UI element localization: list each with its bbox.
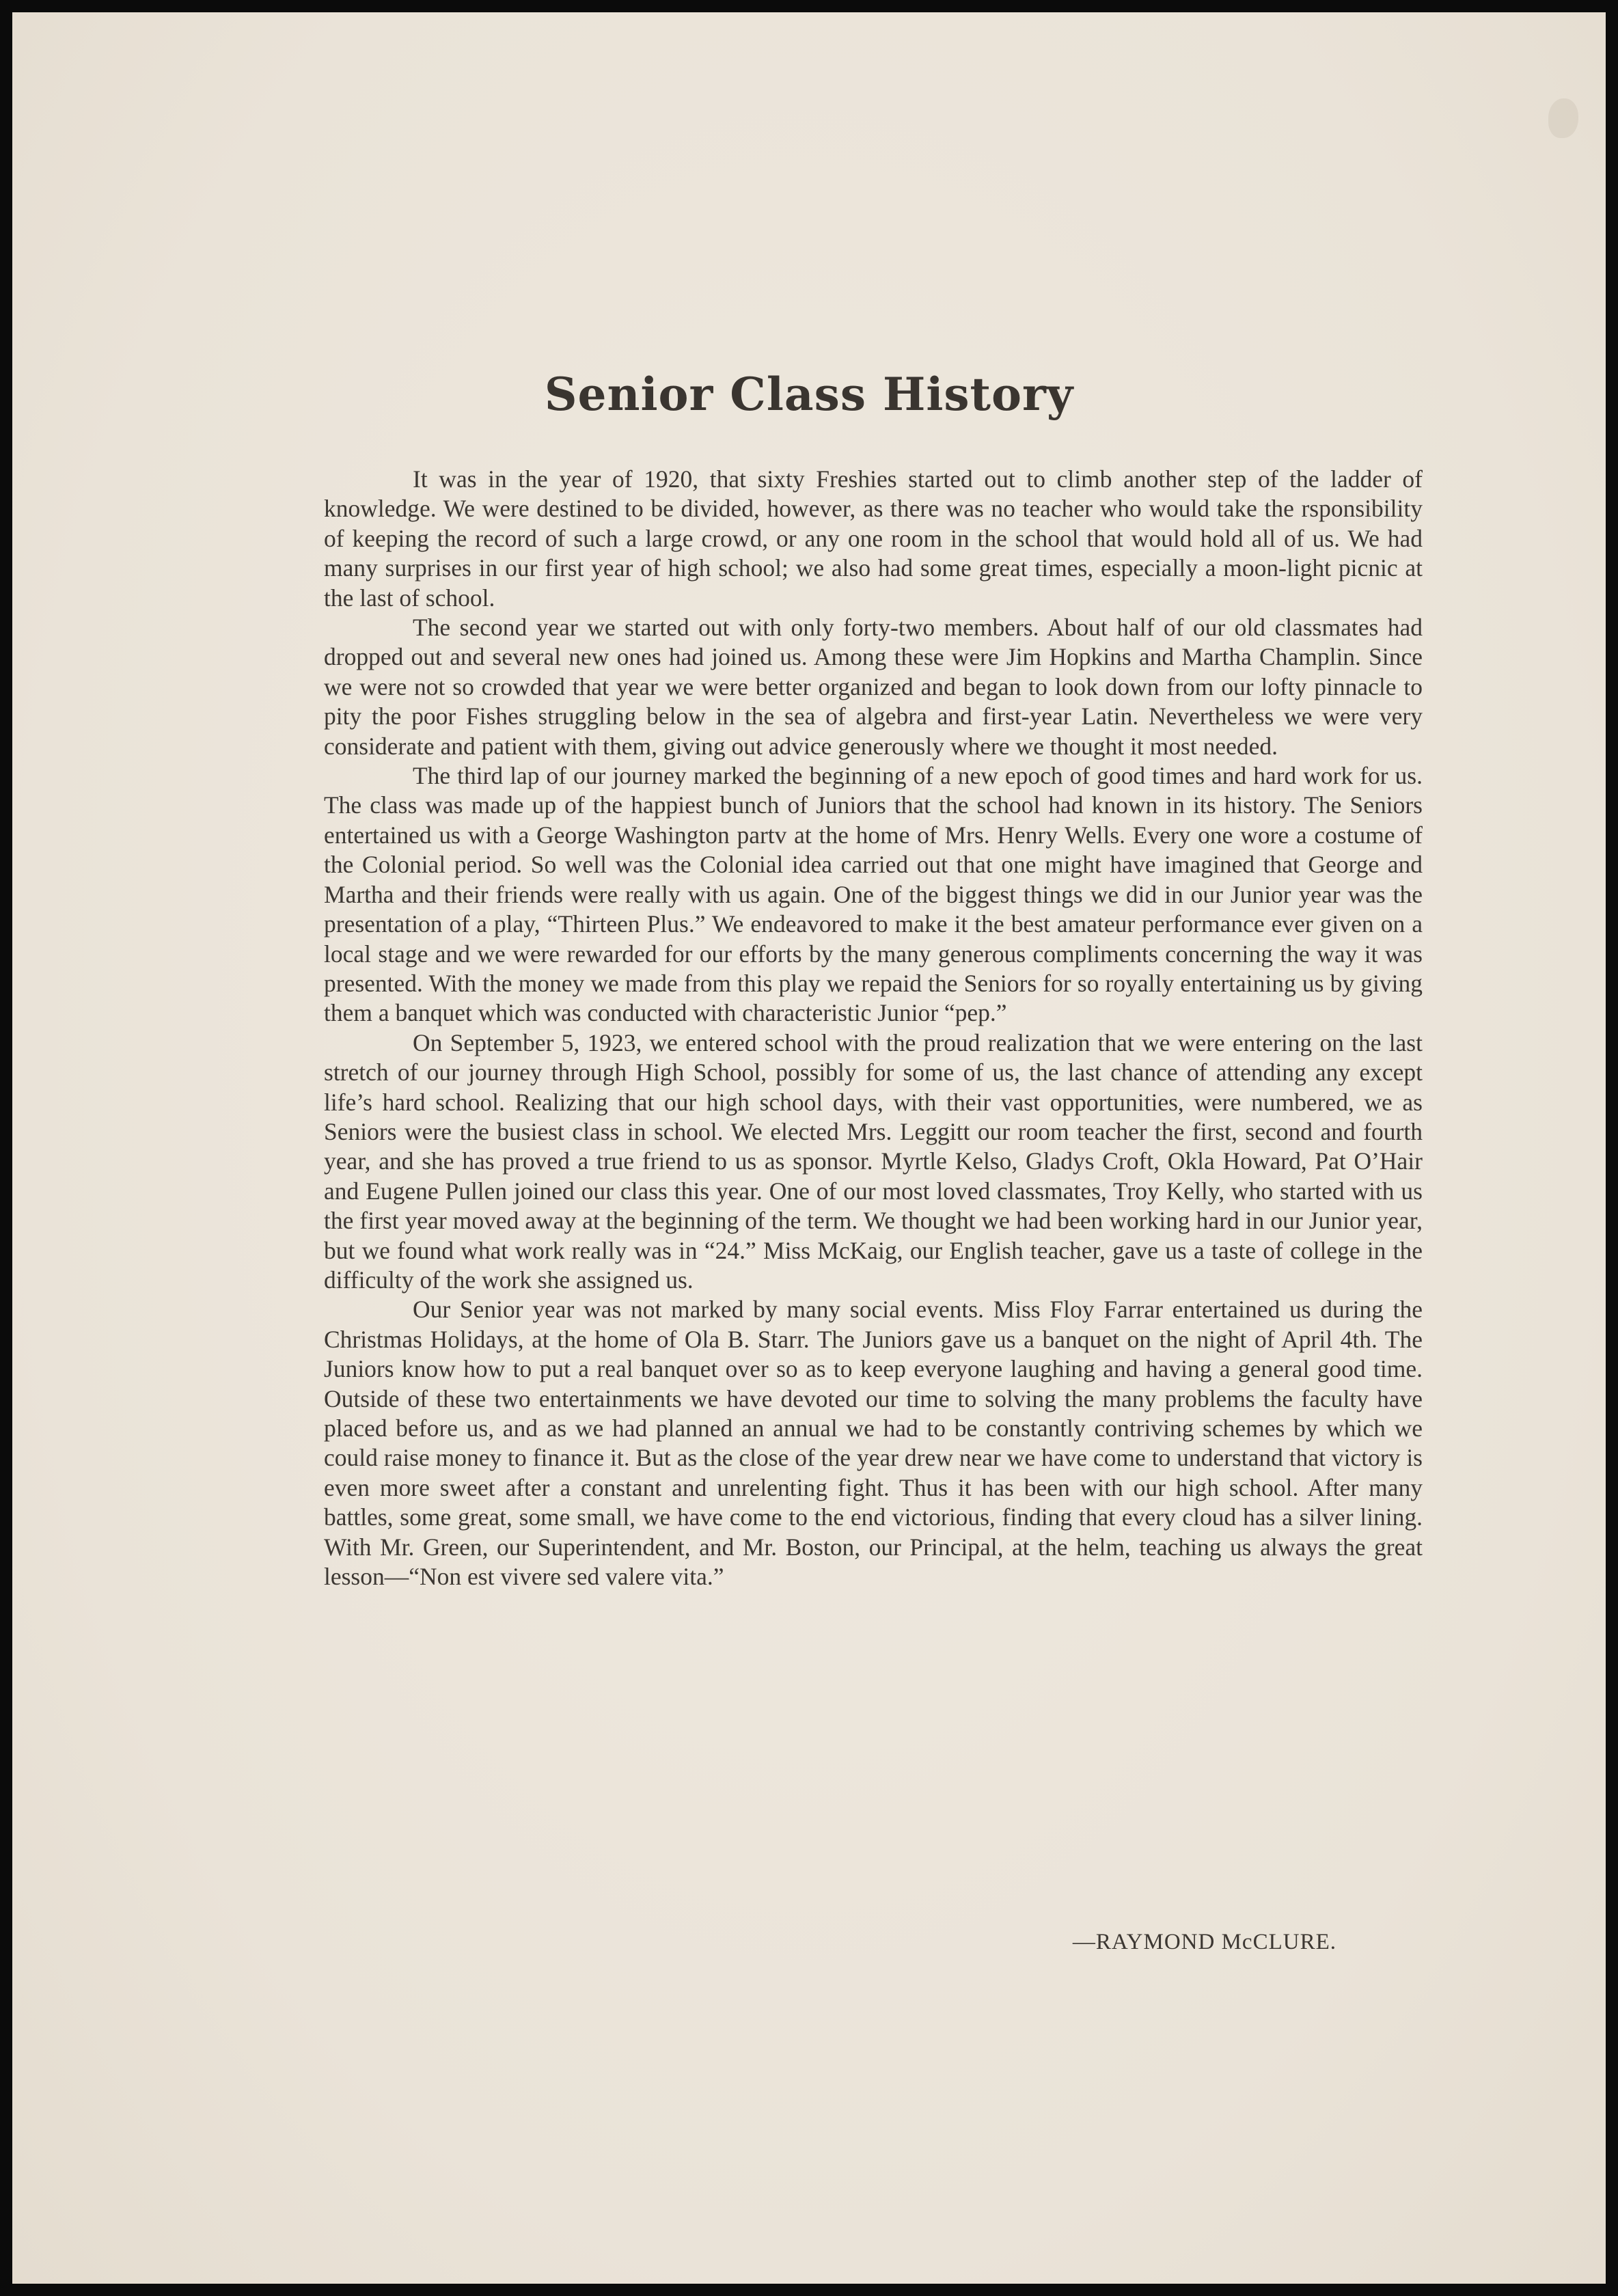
paragraph-3: The third lap of our journey marked the beginning of a new epoch of good times and hard work for us. The class was made up of the happiest bunch of Juniors that the school had known in its history. The Seniors entertained us with a George Washington partv at the home of Mrs. Henry Wells. Every one wore a costume of the Colonial period. So well was the Colonial idea carried out that one might have imagined that George and Martha and their friends were really with us again. One of the biggest things we did in our Junior year was the presentation of a play, “Thirteen Plus.” We endeavored to make it the best amateur performance ever given on a local stage and we were rewarded for our efforts by the many generous compliments concerning the way it was presented. With the money we made from this play we repaid the Seniors for so royally entertaining us by giving them a banquet which was conducted with characteristic Junior “pep.” bbox=[324, 762, 1423, 1027]
paragraph-5: Our Senior year was not marked by many social events. Miss Floy Farrar entertained us during the Christmas Holidays, at the home of Ola B. Starr. The Juniors gave us a banquet on the night of April 4th. The Juniors know how to put a real banquet over so as to keep everyone laughing and having a general good time. Outside of these two entertainments we have devoted our time to solving the many problems the faculty have placed before us, and as we had planned an annual we had to be constantly contriving schemes by which we could raise money to finance it. But as the close of the year drew near we have come to understand that victory is even more sweet after a constant and unrelenting fight. Thus it has been with our high school. After many battles, some great, some small, we have come to the end victorious, finding that every cloud has a silver lining. With Mr. Green, our Superintendent, and Mr. Boston, our Principal, at the helm, teaching us always the great lesson—“Non est vivere sed valere vita.” bbox=[324, 1296, 1423, 1591]
paragraph-1: It was in the year of 1920, that sixty Freshies started out to climb another step of the ladder of knowledge. We were destined to be divided, however, as there was no teacher who would take the rsponsibility of keeping the record of such a large crowd, or any one room in the school that would hold all of us. We had many surprises in our first year of high school; we also had some great times, especially a moon-light picnic at the last of school. bbox=[324, 465, 1423, 612]
page-title: Senior Class History bbox=[544, 368, 1074, 421]
page-stain bbox=[1548, 98, 1578, 138]
article-body bbox=[324, 465, 1423, 1591]
paragraph-4: On September 5, 1923, we entered school with the proud realization that we were entering on the last stretch of our journey through High School, possibly for some of us, the last chance of attending any except life’s hard school. Realizing that our high school days, with their vast opportunities, were numbered, we as Seniors were the busiest class in school. We elected Mrs. Leggitt our room teacher the first, second and fourth year, and she has proved a true friend to us as sponsor. Myrtle Kelso, Gladys Croft, Okla Howard, Pat O’Hair and Eugene Pullen joined our class this year. One of our most loved classmates, Troy Kelly, who started with us the first year moved away at the beginning of the term. We thought we had been working hard in our Junior year, but we found what work really was in “24.” Miss McKaig, our English teacher, gave us a taste of college in the difficulty of the work she assigned us. bbox=[324, 1028, 1423, 1294]
paragraph-2: The second year we started out with only forty-two members. About half of our old classmates had dropped out and several new ones had joined us. Among these were Jim Hopkins and Martha Champlin. Since we were not so crowded that year we were better organized and began to look down from our lofty pinnacle to pity the poor Fishes struggling below in the sea of algebra and first-year Latin. Nevertheless we were very considerate and patient with them, giving out advice generously where we thought it most needed. bbox=[324, 614, 1423, 760]
author-signature: —RAYMOND McCLURE. bbox=[1072, 1930, 1336, 1954]
document-page bbox=[12, 12, 1606, 2284]
